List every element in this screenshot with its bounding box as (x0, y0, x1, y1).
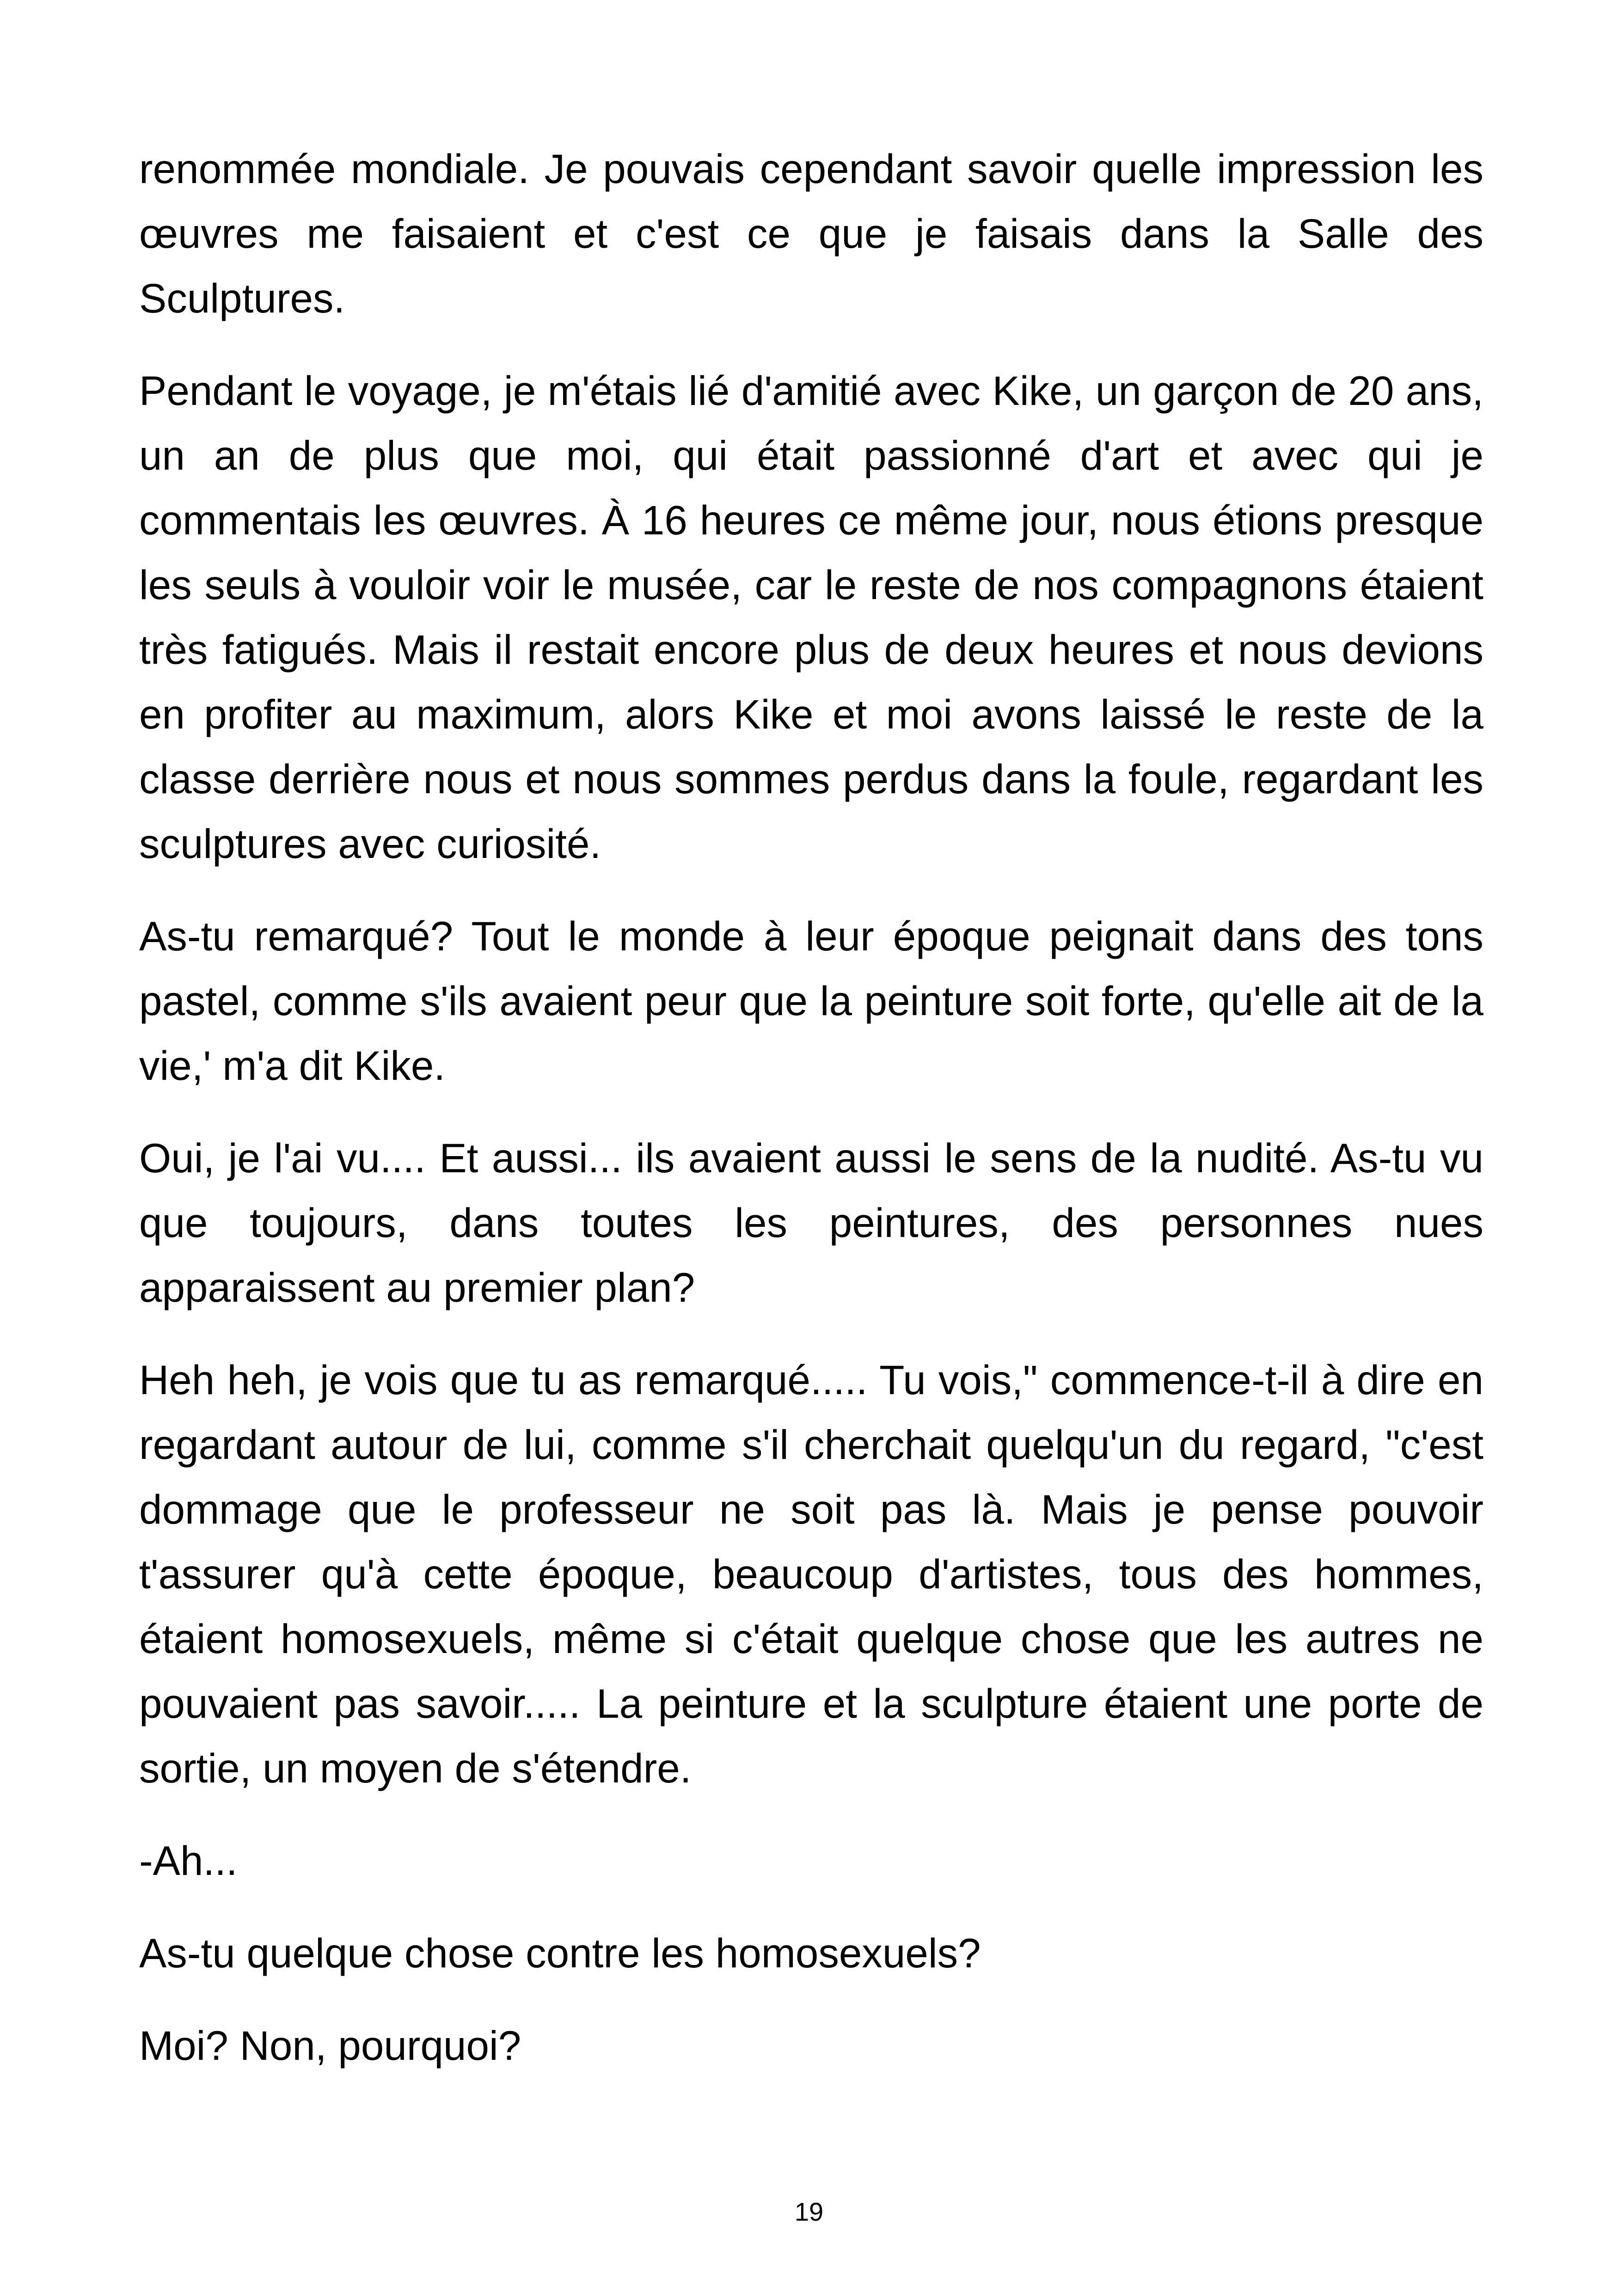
body-text (139, 136, 1483, 2106)
paragraph: As-tu quelque chose contre les homosexuels? (139, 1930, 981, 1976)
paragraph: Oui, je l'ai vu.... Et aussi... ils avaient aussi le sens de la nudité. As-tu vu que toujours, dans toutes les peintures, des personnes nues apparaissent au premier plan? (139, 1135, 1483, 1310)
paragraph: Pendant le voyage, je m'étais lié d'amitié avec Kike, un garçon de 20 ans, un an de plus que moi, qui était passionné d'art et avec qui je commentais les œuvres. À 16 heures ce même jour, nous étions presque les seuls à vouloir voir le musée, car le reste de nos compagnons étaient très fatigués. Mais il restait encore plus de deux heures et nous devions en profiter au maximum, alors Kike et moi avons laissé le reste de la classe derrière nous et nous sommes perdus dans la foule, regardant les sculptures avec curiosité. (139, 367, 1483, 867)
page-number: 19 (794, 2197, 824, 2226)
paragraph: renommée mondiale. Je pouvais cependant savoir quelle impression les œuvres me faisaient et c'est ce que je faisais dans la Salle des Sculptures. (139, 146, 1483, 321)
paragraph: Moi? Non, pourquoi? (139, 2022, 521, 2069)
paragraph: Heh heh, je vois que tu as remarqué..... Tu vois," commence-t-il à dire en regardant autour de lui, comme s'il cherchait quelqu'un du regard, "c'est dommage que le professeur ne soit pas là. Mais je pense pouvoir t'assurer qu'à cette époque, beaucoup d'artistes, tous des hommes, étaient homosexuels, même si c'était quelque chose que les autres ne pouvaient pas savoir..... La peinture et la sculpture étaient une porte de sortie, un moyen de s'étendre. (139, 1357, 1483, 1791)
paragraph: As-tu remarqué? Tout le monde à leur époque peignait dans des tons pastel, comme s'ils avaient peur que la peinture soit forte, qu'elle ait de la vie,' m'a dit Kike. (139, 913, 1483, 1089)
paragraph: -Ah... (139, 1837, 238, 1884)
